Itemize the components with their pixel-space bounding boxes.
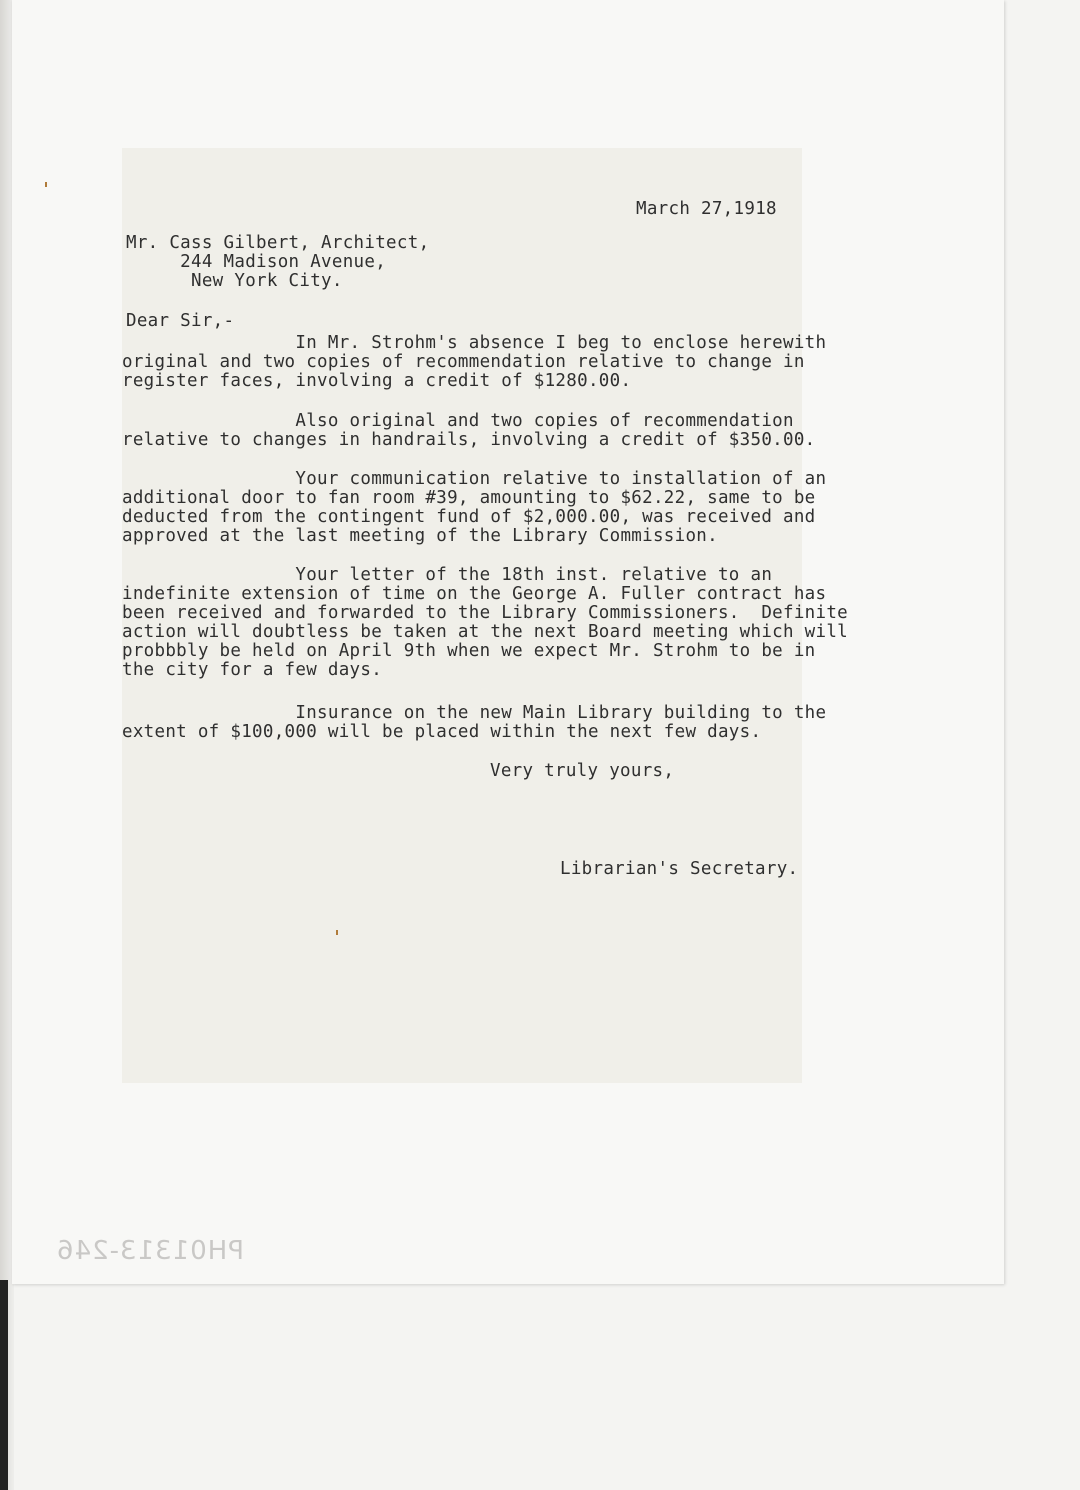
salutation: Dear Sir,- [126, 311, 235, 331]
paragraph-line: deducted from the contingent fund of $2,000.00, was received and [122, 507, 816, 527]
paragraph-line: indefinite extension of time on the George A. Fuller contract has [122, 584, 827, 604]
paper-speck [45, 182, 47, 187]
letter-closing: Very truly yours, [490, 761, 675, 781]
paragraph-line: Your communication relative to installation of an [122, 469, 827, 489]
paragraph-line: probbbly be held on April 9th when we expect Mr. Strohm to be in [122, 641, 816, 661]
paragraph-line: additional door to fan room #39, amounting to $62.22, same to be [122, 488, 816, 508]
paragraph-line: Also original and two copies of recommendation [122, 411, 794, 431]
paragraph-2 [122, 412, 816, 450]
address-line: New York City. [126, 271, 343, 291]
address-line: 244 Madison Avenue, [126, 252, 387, 272]
paragraph-line: approved at the last meeting of the Library Commission. [122, 526, 718, 546]
paragraph-1 [122, 334, 826, 391]
paragraph-line: In Mr. Strohm's absence I beg to enclose herewith [122, 333, 827, 353]
paragraph-line: Insurance on the new Main Library building to the [122, 703, 827, 723]
paragraph-line: been received and forwarded to the Library Commissioners. Definite [122, 603, 849, 623]
paragraph-line: action will doubtless be taken at the next Board meeting which will [122, 622, 849, 642]
paragraph-line: the city for a few days. [122, 660, 383, 680]
paragraph-line: extent of $100,000 will be placed within the next few days. [122, 722, 762, 742]
paper-speck [336, 930, 338, 935]
paragraph-line: register faces, involving a credit of $1280.00. [122, 371, 632, 391]
paragraph-line: relative to changes in handrails, involving a credit of $350.00. [122, 430, 816, 450]
recipient-address [126, 234, 429, 291]
archive-stamp: PH01313-246 [56, 1236, 244, 1266]
paragraph-5 [122, 704, 826, 742]
address-line: Mr. Cass Gilbert, Architect, [126, 233, 430, 253]
paragraph-4 [122, 566, 848, 680]
paragraph-3 [122, 470, 826, 546]
paragraph-line: original and two copies of recommendation relative to change in [122, 352, 805, 372]
paragraph-line: Your letter of the 18th inst. relative to an [122, 565, 773, 585]
letter-date: March 27,1918 [636, 199, 777, 219]
letter-signature: Librarian's Secretary. [560, 859, 799, 879]
scan-edge-dark [0, 1280, 8, 1490]
